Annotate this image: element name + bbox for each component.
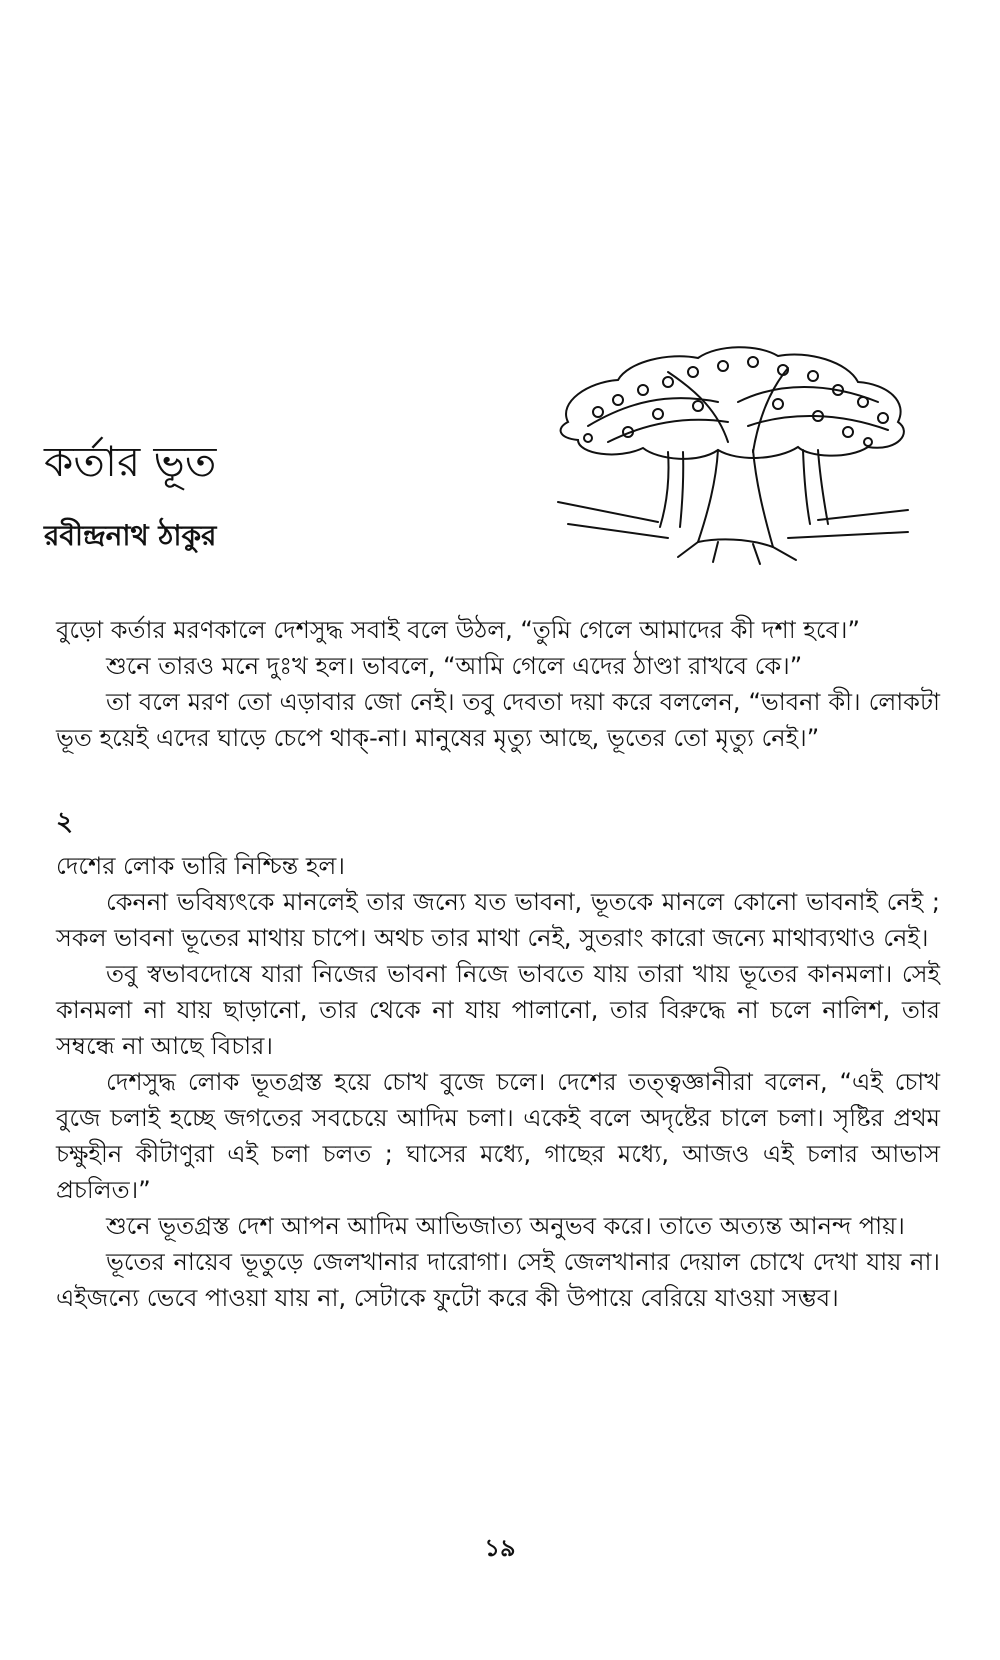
story-author: রবীন্দ্রনাথ ঠাকুর — [44, 519, 217, 552]
paragraph: তা বলে মরণ তো এড়াবার জো নেই। তবু দেবতা দয়া করে বললেন, “ভাবনা কী। লোকটা ভূত হয়েই এদের ঘাড়ে চেপে থাক্-না। মানুষের মৃত্যু আছে, ভূতের তো মৃত্যু নেই।” — [56, 688, 940, 752]
paragraph: শুনে ভূতগ্রস্ত দেশ আপন আদিম আভিজাত্য অনুভব করে। তাতে অত্যন্ত আনন্দ পায়। — [106, 1212, 905, 1240]
section-number: ২ — [56, 807, 73, 837]
story-body — [56, 612, 940, 1316]
paragraph: শুনে তারও মনে দুঃখ হল। ভাবলে, “আমি গেলে এদের ঠাণ্ডা রাখবে কে।” — [106, 652, 803, 680]
paragraph: দেশসুদ্ধ লোক ভূতগ্রস্ত হয়ে চোখ বুজে চলে। দেশের তত্ত্বজ্ঞানীরা বলেন, “এই চোখ বুজে চলাই হচ্ছে জগতের সবচেয়ে আদিম চলা। একেই বলে অদৃষ্টের চালে চলা। সৃষ্টির প্রথম চক্ষুহীন কীটাণুরা এই চলা চলত ; ঘাসের মধ্যে, গাছের মধ্যে, আজও এই চলার আভাস প্রচলিত।” — [56, 1068, 940, 1204]
page-number: ১৯ — [484, 1534, 516, 1562]
paragraph: ভূতের নায়েব ভূতুড়ে জেলখানার দারোগা। সেই জেলখানার দেয়াল চোখে দেখা যায় না। এইজন্যে ভেবে পাওয়া যায় না, সেটাকে ফুটো করে কী উপায়ে বেরিয়ে যাওয়া সম্ভব। — [56, 1248, 940, 1312]
paragraph: দেশের লোক ভারি নিশ্চিন্ত হল। — [56, 852, 345, 880]
banyan-tree-drawing-icon — [548, 342, 918, 582]
paragraph: বুড়ো কর্তার মরণকালে দেশসুদ্ধ সবাই বলে উঠল, “তুমি গেলে আমাদের কী দশা হবে।” — [56, 616, 860, 644]
paragraph: তবু স্বভাবদোষে যারা নিজের ভাবনা নিজে ভাবতে যায় তারা খায় ভূতের কানমলা। সেই কানমলা না যায় ছাড়ানো, তার থেকে না যায় পালানো, তার বিরুদ্ধে না চলে নালিশ, তার সম্বন্ধে না আছে বিচার। — [56, 960, 940, 1060]
story-title: কর্তার ভূত — [44, 437, 217, 486]
paragraph: কেননা ভবিষ্যৎকে মানলেই তার জন্যে যত ভাবনা, ভূতকে মানলে কোনো ভাবনাই নেই ; সকল ভাবনা ভূতের মাথায় চাপে। অথচ তার মাথা নেই, সুতরাং কারো জন্যে মাথাব্যথাও নেই। — [56, 888, 940, 952]
